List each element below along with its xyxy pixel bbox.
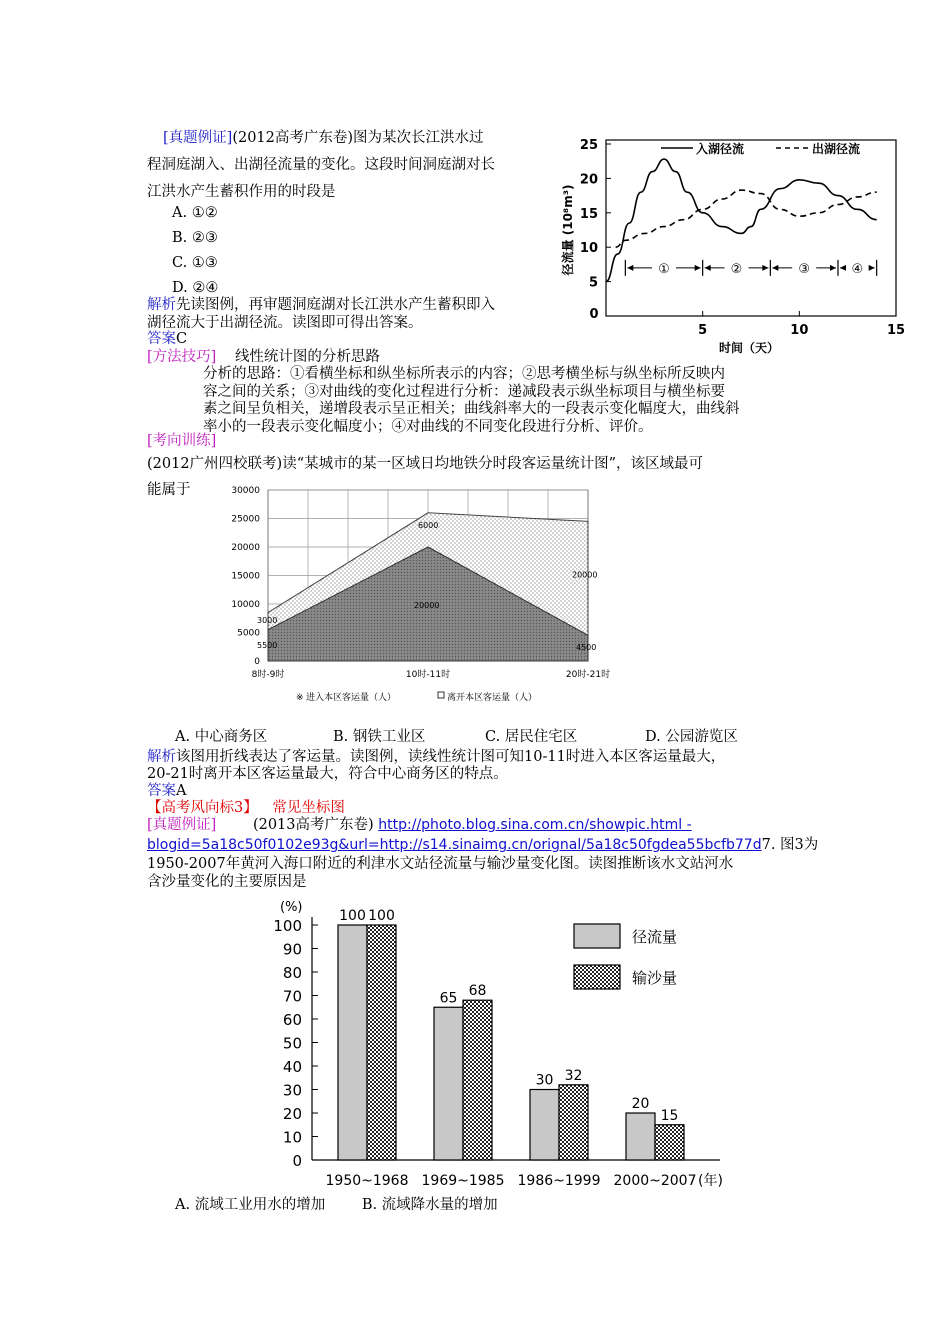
- y-tick-label: 30000: [231, 486, 260, 496]
- runoff-bar: [434, 1007, 463, 1160]
- section3-heading: [147, 800, 345, 817]
- q3-after-link: 7. 图3为: [761, 837, 819, 853]
- q2-analysis-label: 解析: [147, 749, 176, 765]
- x-tick-label: 1986~1999: [517, 1173, 601, 1189]
- legend-label-outflow: 出湖径流: [812, 142, 861, 156]
- segment-arrowhead: [840, 265, 846, 271]
- y-unit: (%): [280, 900, 303, 915]
- q2-analysis-line1: 该图用折线表达了客运量。读图例，读线性统计图可知10-11时进入本区客运量最大，: [176, 749, 726, 765]
- sediment-value-label: 32: [564, 1067, 583, 1084]
- q2-answer-label: 答案: [147, 783, 176, 799]
- y-tick-label: 25000: [231, 514, 260, 525]
- q1-option-a: A. ①②: [172, 205, 218, 221]
- q1-analysis-line2: 湖径流大于出湖径流。读图即可得出答案。: [147, 315, 423, 331]
- y-tick-label: 5: [588, 275, 598, 291]
- sediment-value-label: 15: [660, 1107, 679, 1124]
- legend-label-inflow: 入湖径流: [696, 142, 745, 156]
- method-heading: [147, 348, 380, 366]
- sediment-bar: [367, 925, 396, 1160]
- q1-analysis-label: 解析: [147, 297, 176, 313]
- data-label: 4500: [576, 643, 597, 652]
- q3-link-line2[interactable]: blogid=5a18c50f0102e93g&url=http://s14.sinaimg.cn/orignal/5a18c50fgdea55bcfb77d: [147, 837, 762, 853]
- y-tick-label: 10: [282, 1128, 302, 1147]
- runoff-value-label: 20: [631, 1096, 650, 1112]
- q3-stem-line4: 含沙量变化的主要原因是: [147, 874, 307, 890]
- y-tick-label: 30: [282, 1081, 302, 1100]
- outflow-line: [616, 190, 877, 247]
- x-tick-label: 8时-9时: [251, 670, 285, 680]
- method-title: 线性统计图的分析思路: [234, 349, 380, 365]
- x-tick-label: 15: [886, 323, 906, 338]
- y-tick-label: 100: [273, 917, 302, 935]
- method-tag: [方法技巧]: [147, 349, 217, 365]
- runoff-value-label: 100: [339, 908, 366, 924]
- y-tick-label: 15000: [231, 571, 260, 582]
- y-tick-label: 50: [282, 1034, 302, 1053]
- data-label: 20000: [414, 601, 440, 610]
- x-tick-label: 0: [589, 307, 599, 322]
- q2-option-d: D. 公园游览区: [645, 729, 738, 745]
- segment-arrowhead: [695, 265, 701, 271]
- segment-arrowhead: [627, 265, 633, 271]
- y-axis-label: 径流量 (10⁸m³): [561, 184, 575, 276]
- sediment-bar: [463, 1000, 492, 1160]
- y-tick-label: 70: [282, 987, 302, 1006]
- metro-area-chart: [226, 478, 626, 710]
- q2-tag: [考向训练]: [147, 433, 217, 449]
- q3-option-b: B. 流域降水量的增加: [361, 1197, 498, 1213]
- legend-sediment-label: 输沙量: [632, 969, 678, 987]
- y-tick-label: 0: [254, 657, 260, 667]
- y-tick-label: 20000: [231, 543, 260, 553]
- data-label: 3000: [257, 616, 278, 625]
- x-tick-label: 1950~1968: [325, 1173, 409, 1189]
- q3-tag: [真题例证]: [147, 817, 217, 833]
- segment-label: ③: [798, 261, 810, 277]
- q1-analysis-line1: 先读图例，再审题洞庭湖对长江洪水产生蓄积即入: [176, 297, 495, 313]
- q1-tag: [真题例证]: [163, 130, 233, 146]
- segment-arrowhead: [762, 265, 768, 271]
- q1-analysis: [147, 296, 495, 332]
- q1-answer: [147, 330, 187, 348]
- runoff-line-chart: [556, 126, 916, 355]
- data-label: 6000: [418, 520, 439, 530]
- q1-option-b: B. ②③: [172, 230, 218, 246]
- y-tick-label: 25: [579, 138, 598, 153]
- section3-tag: 【高考风向标3】: [147, 800, 258, 816]
- method-body: [203, 366, 740, 436]
- q3-stem-line1: [147, 817, 692, 834]
- q1-stem-line2: 程洞庭湖入、出湖径流量的变化。这段时间洞庭湖对长: [147, 157, 495, 173]
- q1-stem-text: (2012高考广东卷)图为某次长江洪水过: [232, 130, 484, 146]
- q1-stem-line1: [163, 126, 484, 150]
- sediment-bar: [655, 1125, 684, 1160]
- legend-inbound-marker: ※: [296, 693, 304, 703]
- q1-option-c: C. ①③: [172, 255, 218, 271]
- q3-options: [175, 1193, 498, 1217]
- y-tick-label: 90: [282, 940, 302, 959]
- yellow-river-bar-chart: [262, 893, 742, 1195]
- y-tick-label: 60: [282, 1011, 302, 1029]
- y-tick-label: 15: [579, 206, 598, 222]
- legend-outbound-label: 离开本区客运量（人）: [447, 693, 538, 703]
- runoff-marks: [606, 159, 877, 281]
- y-tick-label: 20: [282, 1105, 302, 1123]
- x-tick-label: 10时-11时: [405, 670, 451, 680]
- section3-title: 常见坐标图: [272, 800, 345, 816]
- x-tick-label: 1969~1985: [421, 1173, 505, 1189]
- q2-analysis-line2: 20-21时离开本区客运量最大，符合中心商务区的特点。: [147, 766, 508, 782]
- q2-option-a: A. 中心商务区: [175, 729, 268, 745]
- method-line: 率小的一段表示变化幅度小；④对曲线的不同变化段进行分析、评价。: [203, 418, 653, 435]
- runoff-value-label: 30: [535, 1072, 554, 1089]
- method-line: 分析的思路：①看横坐标和纵坐标所表示的内容；②思考横坐标与纵坐标所反映内: [203, 366, 725, 382]
- runoff-axes: [560, 138, 905, 355]
- data-label: 5500: [257, 641, 278, 650]
- segment-label: ②: [730, 261, 743, 277]
- q1-answer-label: 答案: [147, 331, 176, 347]
- q3-stem-line3: 1950-2007年黄河入海口附近的利津水文站径流量与输沙量变化图。读图推断该水文站河水: [147, 856, 734, 872]
- x-tick-label: 2000~2007: [613, 1173, 697, 1189]
- y-tick-label: 0: [292, 1152, 302, 1170]
- q2-stem-line2: 能属于: [147, 482, 191, 498]
- q2-option-b: B. 钢铁工业区: [333, 729, 426, 745]
- x-axis-label: 时间（天）: [718, 341, 780, 355]
- runoff-bar: [338, 925, 367, 1160]
- y-tick-label: 20: [579, 172, 598, 188]
- segment-arrowhead: [869, 265, 875, 271]
- y-tick-label: 5000: [237, 628, 260, 639]
- legend-runoff-swatch: [574, 924, 620, 948]
- q2-stem-line1: (2012广州四校联考)读“某城市的某一区域日均地铁分时段客运量统计图”，该区域最可: [147, 456, 704, 472]
- q2-answer: [147, 783, 186, 800]
- q2-analysis: [147, 749, 725, 783]
- segment-label: ④: [851, 261, 864, 277]
- runoff-bar: [626, 1113, 655, 1160]
- x-unit: (年): [698, 1173, 723, 1189]
- q3-link-line1[interactable]: http://photo.blog.sina.com.cn/showpic.html -: [378, 817, 692, 833]
- q3-option-a: A. 流域工业用水的增加: [175, 1197, 326, 1213]
- data-label: 20000: [572, 570, 598, 580]
- runoff-value-label: 65: [439, 990, 458, 1007]
- sediment-value-label: 68: [468, 983, 487, 1000]
- q1-answer-value: C: [176, 331, 188, 347]
- runoff-bar: [530, 1090, 559, 1161]
- plot-frame: [606, 140, 896, 316]
- x-tick-label: 10: [790, 323, 809, 338]
- q3-stem-line2: [147, 837, 818, 854]
- q1-stem-line3: 江洪水产生蓄积作用的时段是: [147, 184, 336, 200]
- segment-arrowhead: [830, 265, 836, 271]
- segment-arrowhead: [772, 265, 778, 271]
- sediment-value-label: 100: [368, 908, 395, 924]
- x-tick-label: 5: [698, 323, 708, 338]
- q3-source: (2013高考广东卷): [252, 817, 374, 833]
- sediment-bar: [559, 1085, 588, 1160]
- y-tick-label: 10000: [231, 600, 260, 610]
- legend-runoff-label: 径流量: [632, 928, 678, 946]
- segment-arrowhead: [705, 265, 711, 271]
- legend-sediment-swatch: [574, 965, 620, 989]
- y-tick-label: 40: [282, 1058, 302, 1076]
- y-tick-label: 80: [282, 964, 302, 982]
- q2-answer-value: A: [176, 783, 187, 799]
- segment-label: ①: [658, 261, 670, 277]
- method-line: 素之间呈负相关，递增段表示呈正相关；曲线斜率大的一段表示变化幅度大，曲线斜: [203, 401, 740, 418]
- method-line: 容之间的关系；③对曲线的变化过程进行分析：递减段表示纵坐标项目与横坐标要: [203, 383, 725, 400]
- legend-inbound-label: 进入本区客运量（人）: [306, 693, 397, 703]
- x-tick-label: 20时-21时: [565, 670, 611, 680]
- q1-option-d: D. ②④: [172, 280, 219, 296]
- y-tick-label: 10: [579, 241, 598, 257]
- bar-marks: [338, 908, 684, 1160]
- legend-outbound-marker: [438, 692, 444, 698]
- q2-option-c: C. 居民住宅区: [485, 729, 578, 745]
